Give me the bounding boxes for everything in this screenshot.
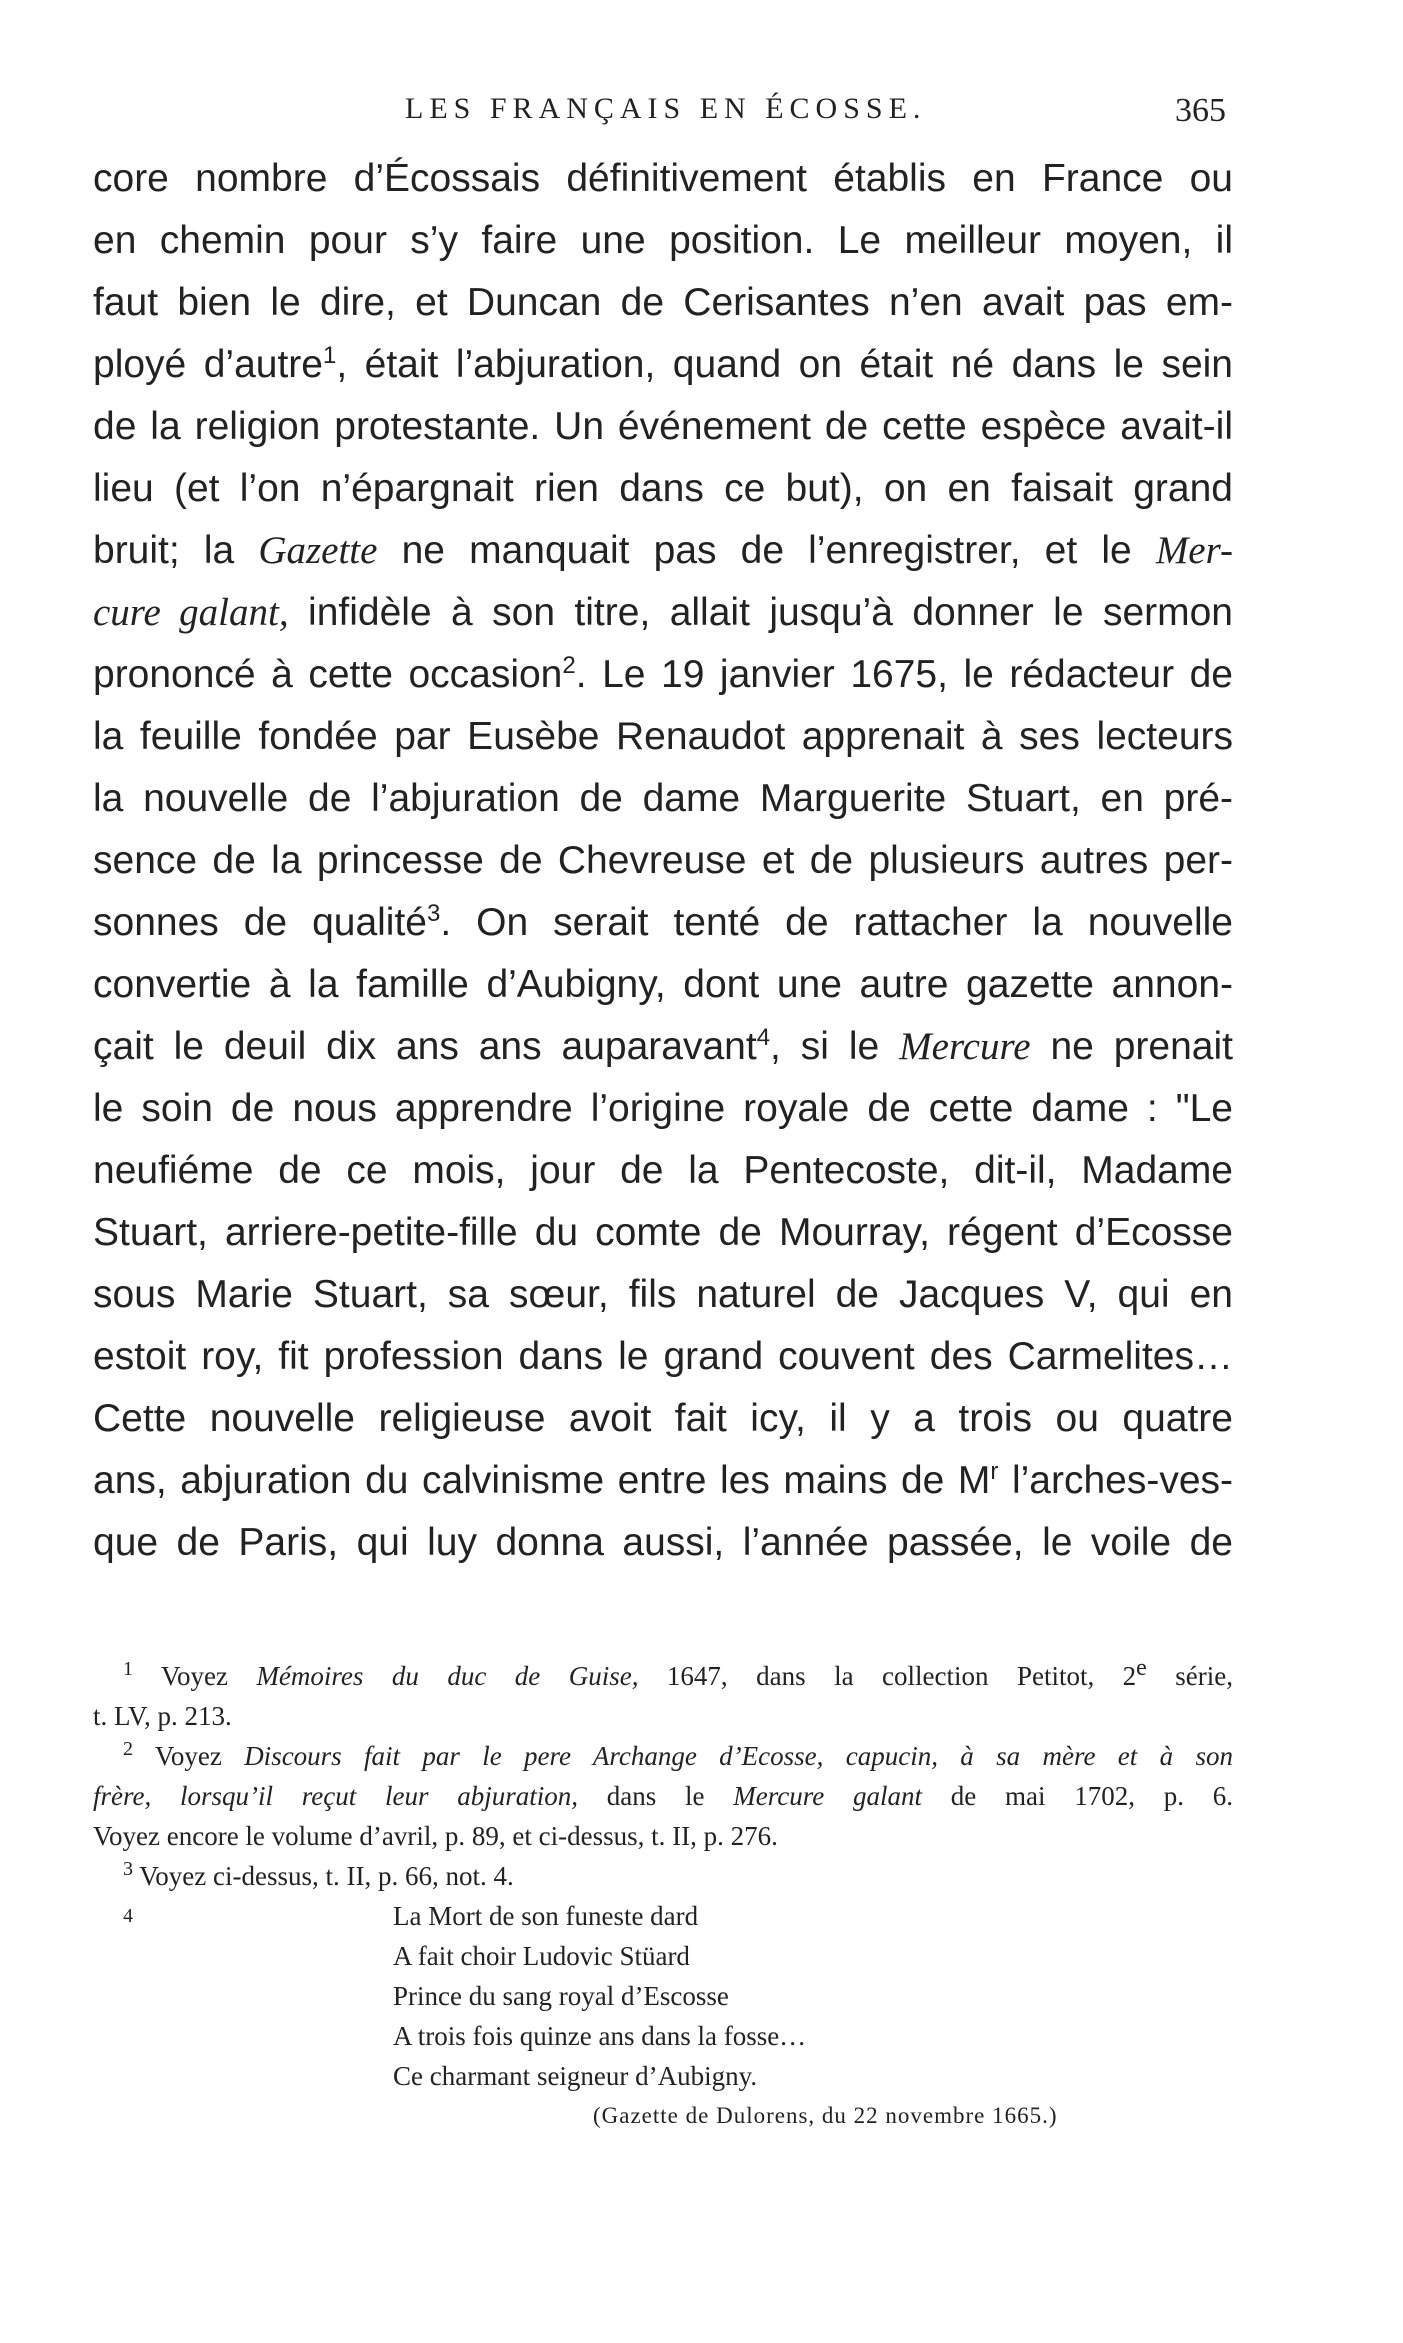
italic-title: Mémoires du duc de Guise,: [256, 1661, 639, 1691]
italic-title: frère, lorsqu’il reçut leur abjuration,: [93, 1781, 578, 1811]
text-line: en chemin pour s’y faire une position. Le meilleur moyen, il: [93, 219, 1233, 262]
footnote-number: 4: [123, 1905, 133, 1927]
text-line: core nombre d’Écossais définitivement établis en France ou: [93, 157, 1233, 200]
text-fragment: série,: [1146, 1661, 1234, 1691]
body-text: [93, 148, 1233, 1574]
text-line: estoit roy, fit profession dans le grand couvent des Carmelites…: [93, 1335, 1233, 1378]
text-line: [93, 644, 1233, 706]
footnote-1-cont: t. LV, p. 213.: [93, 1701, 232, 1731]
text-line: convertie à la famille d’Aubigny, dont une autre gazette annon-: [93, 963, 1233, 1006]
verse-line: Prince du sang royal d’Escosse: [393, 1981, 729, 2011]
footnote-2-cont: Voyez encore le volume d’avril, p. 89, et ci-dessus, t. II, p. 276.: [93, 1821, 778, 1851]
text-fragment: infidèle à son titre, allait jusqu’à donner le sermon: [288, 591, 1233, 634]
text-line: [93, 582, 1233, 644]
footnote-ref: 3: [427, 900, 441, 927]
text-line: [93, 892, 1233, 954]
text-fragment: Voyez: [154, 1741, 245, 1771]
text-fragment: l’arches-ves-: [998, 1459, 1233, 1502]
text-fragment: , si le: [770, 1025, 900, 1068]
text-fragment: çait le deuil dix ans ans auparavant: [93, 1025, 757, 1068]
text-line: [93, 1016, 1233, 1078]
superscript: e: [1136, 1655, 1147, 1681]
footnote-1: [93, 1656, 1233, 1696]
text-fragment: . Le 19 janvier 1675, le rédacteur de: [575, 653, 1233, 696]
text-line: [93, 334, 1233, 396]
text-fragment: Voyez: [160, 1661, 257, 1691]
footnote-2-cont: [93, 1776, 1233, 1816]
running-title: LES FRANÇAIS EN ÉCOSSE.: [405, 92, 927, 125]
verse-line: A fait choir Ludovic Stüard: [393, 1941, 690, 1971]
text-fragment: bruit; la: [93, 529, 259, 572]
text-line: Stuart, arriere-petite-fille du comte de Mourray, régent d’Ecosse: [93, 1211, 1233, 1254]
text-line: le soin de nous apprendre l’origine royale de cette dame : "Le: [93, 1087, 1233, 1130]
text-fragment: de mai 1702, p. 6.: [921, 1781, 1233, 1811]
text-line: [93, 520, 1233, 582]
verse-line: Ce charmant seigneur d’Aubigny.: [393, 2061, 758, 2091]
italic-title: cure galant,: [93, 591, 289, 634]
text-line: de la religion protestante. Un événement de cette espèce avait-il: [93, 405, 1233, 448]
running-head: [0, 92, 1403, 132]
footnote-2: [93, 1736, 1233, 1776]
text-fragment: ans, abjuration du calvinisme entre les mains de M: [93, 1459, 991, 1502]
text-line: faut bien le dire, et Duncan de Cerisantes n’en avait pas em-: [93, 281, 1233, 324]
text-fragment: Voyez ci-dessus, t. II, p. 66, not. 4.: [139, 1861, 514, 1891]
footnotes: [93, 1656, 1233, 2136]
footnote-number: 3: [123, 1858, 133, 1880]
italic-title: Mer-: [1155, 529, 1233, 572]
verse-line: A trois fois quinze ans dans la fosse…: [393, 2021, 807, 2051]
text-fragment: La Mort de son funeste dard: [393, 1901, 699, 1931]
footnote-number: 2: [123, 1738, 133, 1760]
page-number: 365: [1175, 92, 1226, 129]
text-fragment: dans le: [578, 1781, 734, 1811]
text-line: que de Paris, qui luy donna aussi, l’année passée, le voile de: [93, 1521, 1233, 1564]
footnote-ref: 2: [562, 652, 576, 679]
text-fragment: ployé d’autre: [93, 343, 323, 386]
text-fragment: , était l’abjuration, quand on était né dans le sein: [336, 343, 1233, 386]
text-line: lieu (et l’on n’épargnait rien dans ce but), on en faisait grand: [93, 467, 1233, 510]
footnote-ref: 1: [322, 342, 337, 369]
text-fragment: prononcé à cette occasion: [93, 653, 563, 696]
text-line: neufiéme de ce mois, jour de la Pentecoste, dit-il, Madame: [93, 1149, 1233, 1192]
text-fragment: ne prenait: [1030, 1025, 1233, 1068]
italic-title: Discours fait par le pere Archange d’Ecosse, capucin, à sa mère et à son: [244, 1741, 1233, 1771]
text-line: la nouvelle de l’abjuration de dame Marguerite Stuart, en pré-: [93, 777, 1233, 820]
text-line: Cette nouvelle religieuse avoit fait icy, il y a trois ou quatre: [93, 1397, 1233, 1440]
italic-title: Mercure: [899, 1025, 1031, 1068]
verse-line: [93, 1896, 1233, 1936]
italic-title: Mercure galant: [733, 1781, 922, 1811]
text-fragment: 1647, dans la collection Petitot, 2: [638, 1661, 1137, 1691]
footnote-3: [93, 1856, 1233, 1896]
italic-title: Gazette: [258, 529, 378, 572]
text-fragment: ne manquait pas de l’enregistrer, et le: [377, 529, 1156, 572]
verse-source: (Gazette de Dulorens, du 22 novembre 1665.): [593, 2103, 1058, 2128]
footnote-number: 1: [123, 1658, 133, 1680]
text-line: sous Marie Stuart, sa sœur, fils naturel de Jacques V, qui en: [93, 1273, 1233, 1316]
text-fragment: sonnes de qualité: [93, 901, 427, 944]
text-line: sence de la princesse de Chevreuse et de plusieurs autres per-: [93, 839, 1233, 882]
footnote-ref: 4: [756, 1024, 771, 1051]
text-line: [93, 1450, 1233, 1512]
text-line: la feuille fondée par Eusèbe Renaudot apprenait à ses lecteurs: [93, 715, 1233, 758]
superscript: r: [990, 1458, 999, 1485]
text-fragment: . On serait tenté de rattacher la nouvelle: [440, 901, 1233, 944]
